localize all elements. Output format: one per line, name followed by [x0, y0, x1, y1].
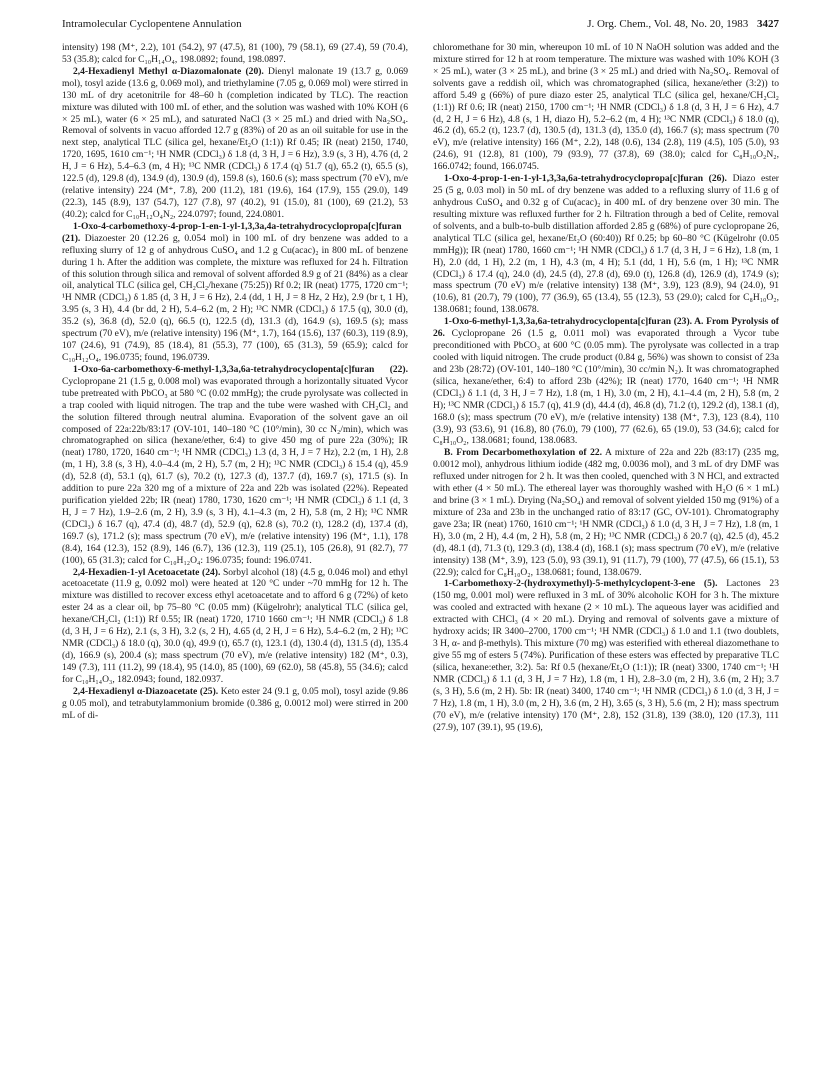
paragraph: [433, 42, 779, 173]
paragraph-text: Diazoester 20 (12.26 g, 0.054 mol) in 100 mL of dry benzene was added to a refluxing slurry of 12 g of anhydrous CuSO₄ and 1.2 g Cu(acac)₂ in 800 mL of benzene during 1 h. After the addition was complete, the mixture was refluxed for 24 h. Filtration of this solution through silica and removal of solvent afforded 8.9 g of 21 (84%) as a clear oil, analytical TLC (silica gel, CH₂Cl₂/hexane (75:25)) Rf 0.2; IR (neat) 1775, 1720 cm⁻¹; ¹H NMR (CDCl₃) δ 1.85 (d, 3 H, J = 6 Hz), 2.4 (dd, 1 H, J = 8 Hz, 2 Hz), 2.9 (br t, 1 H), 3.95 (s, 3 H), 4.4 (br dd, 2 H), 5.4–6.2 (m, 2 H); ¹³C NMR (CDCl₃) δ 17.5 (q), 30.0 (d), 35.2 (s), 36.8 (d), 52.0 (q), 66.5 (t), 122.5 (d), 131.3 (d), 164.9 (s), 169.5 (s); mass spectrum (70 eV), m/e (relative intensity) 196 (M⁺, 1.7), 164 (15.6), 137 (60.3), 119 (8.9), 107 (24.6), 91 (74.9), 85 (18.4), 81 (55.3), 77 (100), 65 (31.3), 59 (65.9); calcd for C₁₀H₁₂O₄, 196.0735; found, 196.0739.: [62, 232, 408, 363]
compound-heading: 1-Oxo-4-carbomethoxy-4-prop-1-en-1-yl-1,3,3a,4a-tetrahydrocyclopropa[c]furan (21).: [62, 220, 402, 244]
compound-heading: 1-Oxo-4-prop-1-en-1-yl-1,3,3a,6a-tetrahydrocyclopropa[c]furan (26).: [444, 173, 727, 185]
right-column: [433, 42, 779, 733]
paragraph: [62, 66, 408, 221]
compound-heading: 1-Carbomethoxy-2-(hydroxymethyl)-5-methylcyclopent-3-ene (5).: [444, 578, 718, 590]
paragraph: [62, 364, 408, 567]
left-column: [62, 42, 408, 722]
paragraph: [433, 447, 779, 578]
paragraph-text: intensity) 198 (M⁺, 2.2), 101 (54.2), 97 (47.5), 81 (100), 79 (58.1), 69 (27.4), 59 (70.4), 53 (35.8); calcd for C₁₀H₁₄O₄, 198.0892; found, 198.0897.: [62, 42, 408, 65]
paragraph: [62, 567, 408, 686]
compound-heading: 2,4-Hexadien-1-yl Acetoacetate (24).: [73, 566, 221, 578]
paragraph: [433, 316, 779, 447]
paragraph-text: A mixture of 22a and 22b (83:17) (235 mg, 0.0012 mol), anhydrous lithium iodide (482 mg, 0.0036 mol), and 3 mL of dry DMF was refluxed under nitrogen for 2 h. It was then cooled, quenched with 3 N HCl, and extracted with ether (4 × 50 mL). The ethereal layer was thoroughly washed with H₂O (6 × 1 mL) and brine (3 × 1 mL). Drying (Na₂SO₄) and removal of solvent yielded 150 mg (91%) of a mixture of 23a and 23b in the unchanged ratio of 83:17 (GC, OV-101). Chromatography gave 23a; IR (neat) 1760, 1610 cm⁻¹; ¹H NMR (CDCl₃) δ 1.0 (d, 3 H, J = 7 Hz), 1.8 (m, 1 H), 3.0 (m, 2 H), 4.4 (m, 2 H), 5.8 (m, 2 H); ¹³C NMR (CDCl₃) δ 20.7 (q), 42.5 (d), 45.2 (d), 48.1 (d), 71.3 (t), 129.3 (d), 138.4 (d), 168.1 (s); mass spectrum (70 eV), m/e (relative intensity) 138 (M⁺, 3.9), 123 (5.0), 93 (39.1), 91 (11.7), 79 (100), 77 (47.5), 66 (15.1), 53 (22.9); calcd for C₈H₁₀O₂, 138.0681; found, 138.0679.: [433, 447, 779, 578]
journal-citation: [581, 18, 779, 30]
compound-heading: 2,4-Hexadienyl α-Diazoacetate (25).: [73, 685, 219, 697]
paragraph-text: Diazo ester 25 (5 g, 0.03 mol) in 50 mL of dry benzene was added to a refluxing slurry of 11.6 g of anhydrous CuSO₄ and 0.32 g of Cu(acac)₂ in 400 mL of dry benzene over 30 min. The resulting mixture was refluxed further for 2 h. Filtration through a bed of Celite, removal of solvents, and a bulb-to-bulb distillation afforded 2.85 g (68%) of pure cyclopropane 26, analytical TLC (silica gel, hexane/Et₂O (60:40)) Rf 0.25; bp 60–80 °C (Kügelrohr (0.05 mmHg)); IR (neat) 1780, 1660 cm⁻¹; ¹H NMR (CDCl₃) δ 1.7 (d, 3 H, J = 6 Hz), 1.8 (m, 1 H), 2.0 (dd, 1 H), 2.2 (m, 1 H), 4.3 (m, 4 H); 5.1 (dd, 1 H), 5.6 (m, 1 H); ¹³C NMR (CDCl₃) δ 17.4 (q), 24.0 (d), 24.5 (d), 27.8 (d), 69.0 (t), 126.8 (d), 126.9 (d), 174.9 (s); mass spectrum (70 eV) m/e (relative intensity) 138 (M⁺, 3.9), 123 (8.9), 94 (24.0), 91 (10.6), 81 (20.7), 79 (100), 77 (36.9), 65 (13.4), 55 (12.3), 53 (29.0); calcd for C₈H₁₀O₂, 138.0681; found, 138.0678.: [433, 173, 779, 316]
compound-heading: 1-Oxo-6-methyl-1,3,3a,6a-tetrahydrocyclopenta[c]furan (23). A. From Pyrolysis of 26.: [433, 316, 779, 340]
paragraph: [433, 578, 779, 733]
paragraph-text: Lactones 23 (150 mg, 0.001 mol) were refluxed in 3 mL of 30% alcoholic KOH for 3 h. The mixture was cooled and extracted with hexane (2 × 10 mL). The aqueous layer was acidified and extracted with CHCl₃ (4 × 20 mL). Drying and removal of solvents gave a mixture of hydroxy acids; IR 3400–2700, 1700 cm⁻¹; ¹H NMR (CDCl₃) δ 1.0 and 1.1 (two doublets, 3 H, α- and β-methyls). This mixture (70 mg) was esterified with ethereal diazomethane to give 55 mg of esters 5 (74%). Purification of these esters was effected by preparative TLC (silica, hexane:ether, 3:2). 5a: Rf 0.5 (hexane/Et₂O (1:1)); IR (neat) 3300, 1740 cm⁻¹; ¹H NMR (CDCl₃) δ 1.1 (d, 3 H, J = 7 Hz), 1.8 (m, 1 H), 2.8–3.0 (m, 2 H), 3.6 (m, 2 H); 3.7 (s, 3 H), 5.6 (m, 2 H). 5b: IR (neat) 3400, 1740 cm⁻¹; ¹H NMR (CDCl₃) δ 1.0 (d, 3 H, J = 7 Hz), 1.8 (m, 1 H), 3.0 (m, 2 H), 3.6 (m, 2 H), 3.65 (s, 3 H), 5.6 (m, 2 H); mass spectrum (70 eV), m/e (relative intensity) 170 (M⁺, 2.8), 152 (31.8), 139 (38.0), 120 (17.3), 111 (27.9), 107 (39.1), 95 (19.6),: [433, 578, 779, 733]
paragraph-text: Keto ester 24 (9.1 g, 0.05 mol), tosyl azide (9.86 g 0.05 mol), and tetrabutylammonium bromide (0.386 g, 0.0012 mol) were stirred in 200 mL of di-: [62, 685, 408, 721]
paragraph-text: Cyclopropane 21 (1.5 g, 0.008 mol) was evaporated through a horizontally situated Vycor tube pretreated with PbCO₃ at 580 °C (0.02 mmHg); the crude pyrolysate was collected in a trap cooled with liquid nitrogen. The trap and the tube were washed with CH₂Cl₂ and the solution filtered through neutral alumina. Evaporation of the solvent gave an oil composed of 22a:22b/83:17 (OV-101, 140–180 °C (10°/min), 30 cc N₂/min), which was chromatographed on silica (hexane/ether, 6:4) to give 450 mg of pure 22a (30%); IR (neat) 1780, 1720, 1640 cm⁻¹; ¹H NMR (CDCl₃) 1.3 (d, 3 H, J = 7 Hz), 2.2 (m, 1 H), 2.8 (m, 1 H), 3.8 (s, 3 H), 4.0–4.4 (m, 2 H), 5.7 (m, 2 H); ¹³C NMR (CDCl₃) δ 15.4 (q), 45.9 (d), 52.8 (d), 53.1 (q), 61.7 (s), 70.2 (t), 127.3 (d), 137.7 (d), 169.7 (s), 171.5 (s). In addition to pure 22a 320 mg of a mixture of 22a and 22b was isolated (22%). Repeated purification yielded 22b; IR (neat) 1780, 1730, 1620 cm⁻¹; ¹H NMR (CDCl₃) δ 1.1 (d, 3 H, J = 7 Hz), 1.9–2.6 (m, 2 H), 3.9 (s, 3 H), 4.1–4.3 (m, 2 H), 5.8 (m, 2 H); ¹³C NMR (CDCl₃) δ 16.7 (q), 47.4 (d), 48.7 (d), 52.9 (q), 62.8 (s), 70.2 (t), 128.2 (d), 137.4 (d), 169.7 (s), 171.2 (s); mass spectrum (70 eV), m/e (relative intensity) 196 (M⁺, 1.1), 178 (8.4), 164 (12.3), 152 (8.9), 146 (6.7), 136 (12.3), 119 (25.1), 105 (26.8), 91 (82.7), 77 (100), 65 (31.3); calcd for C₁₀H₁₂O₄: 196.0735; found: 196.0741.: [62, 375, 408, 566]
paragraph-text: Sorbyl alcohol (18) (4.5 g, 0.046 mol) and ethyl acetoacetate (11.9 g, 0.092 mol) were heated at 120 °C under ~70 mmHg for 12 h. The mixture was distilled to recover excess ethyl acetoacetate and to afford 6 g (72%) of keto ester 24 as a clear oil, bp 75–80 °C (0.05 mm) (Kügelrohr); analytical TLC (silica gel, hexane/CH₂Cl₂ (1:1)) Rf 0.55; IR (neat) 1720, 1710 1660 cm⁻¹; ¹H NMR (CDCl₃) δ 1.8 (d, 3 H, J = 6 Hz), 2.1 (s, 3 H), 3.2 (s, 2 H), 4.65 (d, 2 H, J = 6 Hz), 5.4–6.2 (m, 2 H); ¹³C NMR (CDCl₃) δ 18.0 (q), 30.0 (q), 49.9 (t), 65.7 (t), 123.1 (d), 130.4 (d), 131.5 (d), 135.4 (d), 166.9 (s), 200.4 (s); mass spectrum (70 eV), m/e (relative intensity) 182 (M⁺, 0.3), 149 (7.3), 111 (11.2), 99 (18.4), 95 (14.0), 85 (100), 69 (62.0), 58 (45.8), 55 (34.6); calcd for C₁₀H₁₄O₃, 182.0943; found, 182.0937.: [62, 566, 409, 685]
paragraph-text: chloromethane for 30 min, whereupon 10 mL of 10 N NaOH solution was added and the mixture stirred for 12 h at room temperature. The mixture was washed with 10% KOH (3 × 25 mL), water (3 × 25 mL), and brine (3 × 25 mL) and dried with Na₂SO₄. Removal of solvents gave a reddish oil, which was chromatographed (silica, hexane/ether (3:2)) to afford 5.49 g (66%) of pure diazo ester 25, analytical TLC (silica gel, hexane/CH₂Cl₂ (1:1)) Rf 0.6; IR (neat) 2150, 1700 cm⁻¹; ¹H NMR (CDCl₃) δ 1.8 (d, 3 H, J = 6 Hz), 4.7 (d, 2 H, J = 6 Hz), 4.8 (s, 1 H, diazo H), 5.2–6.2 (m, 4 H); ¹³C NMR (CDCl₃) δ 18.0 (q), 46.2 (d), 65.2 (t), 123.7 (d), 130.5 (d), 131.3 (d), 135.0 (d), 166.7 (s); mass spectrum (70 eV), m/e (relative intensity) 166 (M⁺, 2.2), 148 (0.6), 134 (2.8), 119 (4.5), 105 (5.0), 93 (24.6), 91 (12.8), 81 (100), 79 (93.9), 77 (37.8), 69 (38.0); calcd for C₈H₁₀O₂N₂, 166.0742; found, 166.0745.: [433, 42, 779, 173]
compound-heading: B. From Decarbomethoxylation of 22.: [444, 447, 603, 459]
journal-name: J. Org. Chem., Vol. 48, No. 20, 1983: [587, 18, 749, 30]
page-number: 3427: [757, 18, 779, 30]
paragraph: [62, 686, 408, 722]
paragraph-text: Dienyl malonate 19 (13.7 g, 0.069 mol), tosyl azide (13.6 g, 0.069 mol), and triethylamine (7.05 g, 0.069 mol) were stirred in 130 mL of dry acetonitrile for 48–60 h (completion indicated by TLC). The reaction mixture was diluted with 100 mL of ether, and the solution was washed with 10% KOH (6 × 25 mL), water (6 × 25 mL), and saturated NaCl (3 × 25 mL) and dried with Na₂SO₄. Removal of solvents in vacuo afforded 12.7 g (83%) of 20 as an oil suitable for use in the next step, analytical TLC (silica gel, hexane/Et₂O (1:1)) Rf 0.45; IR (neat) 2150, 1740, 1720, 1695, 1610 cm⁻¹; ¹H NMR (CDCl₃) δ 1.8 (d, 3 H, J = 6 Hz), 3.9 (s, 3 H), 4.76 (d, 2 H, J = 6 Hz), 5.4–6.3 (m, 4 H); ¹³C NMR (CDCl₃) δ 17.4 (q) 51.7 (q), 65.2 (t), 65.5 (s), 122.5 (d), 129.8 (d), 134.9 (d), 130.9 (d), 159.8 (s), 160.6 (s); mass spectrum (70 eV), m/e (relative intensity) 224 (M⁺, 7.8), 200 (11.2), 181 (19.6), 164 (17.9), 155 (29.0), 149 (22.3), 145 (8.9), 137 (54.7), 127 (7.8), 97 (40.2), 91 (15.0), 81 (100), 69 (21.2), 53 (40.2); calcd for C₁₀H₁₂O₄N₂, 224.0797; found, 224.0801.: [62, 65, 408, 220]
running-header: [62, 18, 779, 30]
compound-heading: 1-Oxo-6a-carbomethoxy-6-methyl-1,3,3a,6a-tetrahydrocyclopenta[c]furan (22).: [73, 363, 408, 375]
paragraph-text: Cyclopropane 26 (1.5 g, 0.011 mol) was evaporated through a Vycor tube preconditioned with PbCO₃ at 600 °C (0.05 mm). The pyrolysate was collected in a trap cooled with liquid nitrogen. The crude product (0.84 g, 56%) was shown to consist of 23a and 23b (28:72) (OV-101, 140–180 °C (10°/min), 30 cc/min N₂). It was chromatographed (silica, hexane/ether, 6:4) to afford 23b (42%); IR (neat) 1770, 1640 cm⁻¹; ¹H NMR (CDCl₃) δ 1.1 (d, 3 H, J = 7 Hz), 1.8 (m, 1 H), 3.0 (m, 2 H), 4.1–4.4 (m, 2 H), 5.8 (m, 2 H); ¹³C NMR (CDCl₃) δ 15.7 (q), 41.9 (d), 44.4 (d), 46.8 (d), 71.2 (t), 129.2 (d), 138.1 (d), 168.0 (s); mass spectrum (70 eV), m/e (relative intensity) 138 (M⁺, 7.3), 123 (8.4), 110 (3.9), 93 (53.6), 91 (16.8), 80 (76.0), 79 (100), 77 (62.6), 65 (19.0), 53 (34.6); calcd for C₈H₁₀O₂, 138.0681; found, 138.0683.: [433, 328, 779, 447]
paragraph: [62, 42, 408, 66]
compound-heading: 2,4-Hexadienyl Methyl α-Diazomalonate (20).: [73, 65, 264, 77]
paragraph: [62, 221, 408, 364]
running-title: Intramolecular Cyclopentene Annulation: [62, 18, 242, 30]
paragraph: [433, 173, 779, 316]
